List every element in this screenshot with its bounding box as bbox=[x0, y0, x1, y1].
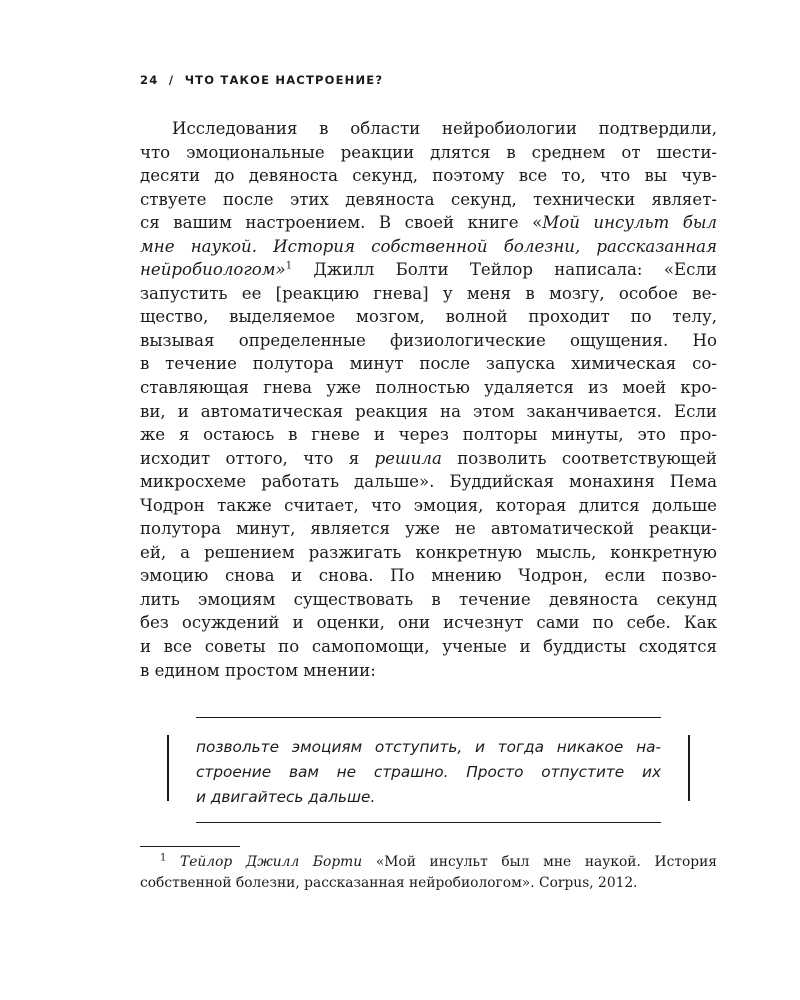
pull-quote bbox=[196, 735, 661, 810]
body-line-text: Джилл Болти Тейлор написала: «Если bbox=[292, 260, 717, 280]
body-line: и все советы по самопомощи, ученые и буддисты сходятся bbox=[140, 637, 717, 657]
pull-quote-line: позвольте эмоциям отступить, и тогда никакое на- bbox=[196, 738, 661, 756]
body-line: без осуждений и оценки, они исчезнут сами по себе. Как bbox=[140, 613, 717, 633]
running-head-separator: / bbox=[168, 73, 175, 87]
page-number: 24 bbox=[140, 73, 159, 87]
body-line: Исследования в области нейробиологии подтвердили, bbox=[172, 119, 717, 138]
book-title-end: нейробиологом» bbox=[140, 260, 286, 280]
body-line: эмоцию снова и снова. По мнению Чодрон, если позво- bbox=[140, 566, 717, 586]
body-line: в течение полутора минут после запуска химическая со- bbox=[140, 354, 717, 374]
body-line: микросхеме работать дальше». Буддийская монахиня Пема bbox=[140, 472, 717, 492]
body-paragraph bbox=[140, 117, 717, 682]
book-title-continued: мне наукой. История собственной болезни, рассказанная bbox=[140, 236, 717, 256]
pull-quote-right-bar bbox=[688, 735, 690, 801]
body-line: полутора минут, является уже не автоматической реакци- bbox=[140, 519, 717, 539]
body-line: ставляющая гнева уже полностью удаляется из моей кро- bbox=[140, 378, 717, 398]
pull-quote-line: строение вам не страшно. Просто отпустите их bbox=[196, 763, 661, 781]
footnote-rule bbox=[140, 846, 240, 847]
body-line bbox=[140, 211, 717, 235]
body-line: вызывая определенные физиологические ощущения. Но bbox=[140, 330, 717, 350]
footnote-author: Тейлор Джилл Борти bbox=[180, 854, 363, 870]
footnote-line: собственной болезни, рассказанная нейробиологом». Corpus, 2012. bbox=[140, 875, 638, 891]
pull-quote-bottom-rule bbox=[196, 822, 661, 823]
running-head bbox=[140, 73, 383, 87]
body-line: в едином простом мнении: bbox=[140, 660, 376, 680]
emphasis-word: решила bbox=[374, 448, 442, 468]
footnote-line-text: «Мой инсульт был мне наукой. История bbox=[362, 854, 717, 870]
body-line: Чодрон также считает, что эмоция, которая длится дольше bbox=[140, 495, 717, 515]
body-line bbox=[140, 258, 717, 282]
body-line-text: исходит оттого, что я bbox=[140, 448, 375, 468]
body-line-text: ся вашим настроением. В своей книге « bbox=[140, 213, 543, 233]
body-line: ей, а решением разжигать конкретную мысль, конкретную bbox=[140, 542, 717, 562]
body-line: ствуете после этих девяноста секунд, технически являет- bbox=[140, 189, 717, 209]
pull-quote-line: и двигайтесь дальше. bbox=[196, 788, 376, 806]
body-line: же я остаюсь в гневе и через полторы минуты, это про- bbox=[140, 425, 717, 445]
body-line: щество, выделяемое мозгом, волной проходит по телу, bbox=[140, 307, 717, 327]
pull-quote-left-bar bbox=[167, 735, 169, 801]
chapter-title: ЧТО ТАКОЕ НАСТРОЕНИЕ? bbox=[184, 73, 384, 87]
book-title: Мой инсульт был bbox=[542, 213, 717, 233]
footnote-marker: 1 bbox=[160, 852, 167, 864]
body-line bbox=[140, 447, 717, 471]
pull-quote-top-rule bbox=[196, 717, 661, 718]
footnote-line bbox=[140, 852, 717, 873]
footnote-ref: 1 bbox=[285, 260, 293, 272]
body-line: лить эмоциям существовать в течение девяноста секунд bbox=[140, 589, 717, 609]
body-line: что эмоциональные реакции длятся в среднем от шести- bbox=[140, 142, 717, 162]
body-line: десяти до девяноста секунд, поэтому все то, что вы чув- bbox=[140, 166, 717, 186]
footnote bbox=[140, 852, 717, 894]
body-line: ви, и автоматическая реакция на этом заканчивается. Если bbox=[140, 401, 717, 421]
body-line: запустить ее [реакцию гнева] у меня в мозгу, особое ве- bbox=[140, 283, 717, 303]
body-line bbox=[140, 235, 717, 259]
body-line-text: позволить соответствующей bbox=[441, 448, 717, 468]
